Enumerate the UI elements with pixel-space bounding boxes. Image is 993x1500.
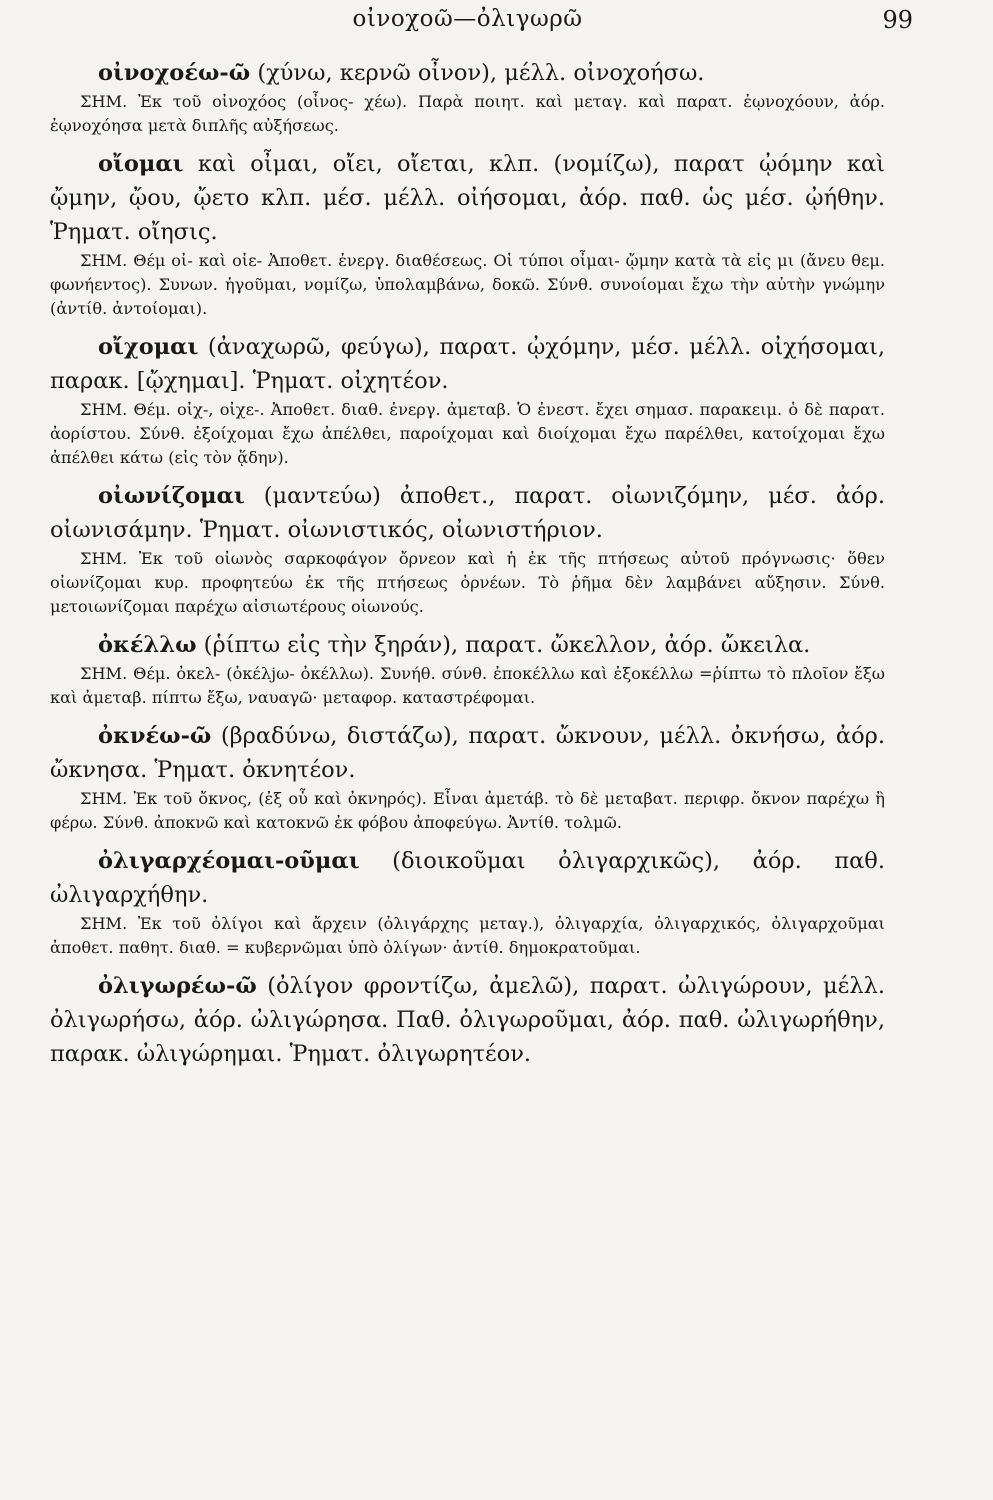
- entry-headline: [50, 844, 885, 912]
- entry-note: ΣΗΜ. Ἐκ τοῦ οἰνοχόος (οἶνος- χέω). Παρὰ ποιητ. καὶ μεταγ. καὶ παρατ. ἐῳνοχόουν, ἀόρ. ἐῳνοχόησα μετὰ διπλῆς αὐξήσεως.: [50, 92, 885, 135]
- dictionary-entry: [50, 969, 885, 1071]
- entry-definition: (ῥίπτω εἰς τὴν ξηράν), παρατ. ὤκελλον, ἀόρ. ὤκειλα.: [196, 632, 811, 658]
- running-head: [50, 6, 913, 40]
- dictionary-entry: [50, 56, 885, 138]
- dictionary-entry: [50, 147, 885, 321]
- entry-headline: [50, 969, 885, 1071]
- dictionary-entry: [50, 844, 885, 960]
- entry-note: ΣΗΜ. Ἐκ τοῦ ὀλίγοι καὶ ἄρχειν (ὀλιγάρχης μεταγ.), ὀλιγαρχία, ὀλιγαρχικός, ὀλιγαρχοῦμαι ἀποθετ. παθητ. διαθ. = κυβερνῶμαι ὑπὸ ὀλίγων· ἀντίθ. δημοκρατοῦμαι.: [50, 914, 885, 957]
- entry-lemma: ὀλιγαρχέομαι-οῦμαι: [98, 848, 360, 874]
- entry-headline: [50, 56, 885, 90]
- entry-definition: (ἀναχωρῶ, φεύγω), παρατ. ᾠχόμην, μέσ. μέλλ. οἰχήσομαι, παρακ. [ᾤχημαι]. Ῥηματ. οἰχητέον.: [50, 334, 885, 394]
- entry-lemma: ὀλιγωρέω-ῶ: [98, 973, 257, 999]
- entry-note: ΣΗΜ. Ἐκ τοῦ ὄκνος, (ἐξ οὗ καὶ ὀκνηρός). Εἶναι ἀμετάβ. τὸ δὲ μεταβατ. περιφρ. ὄκνον παρέχω ἢ φέρω. Σύνθ. ἀποκνῶ καὶ κατοκνῶ ἐκ φόβου ἀποφεύγω. Ἀντίθ. τολμῶ.: [50, 789, 885, 832]
- entry-lemma: ὀκέλλω: [98, 632, 197, 658]
- entry-note: ΣΗΜ. Ἐκ τοῦ οἰωνὸς σαρκοφάγον ὄρνεον καὶ ἡ ἐκ τῆς πτήσεως αὐτοῦ πρόγνωσις· ὅθεν οἰωνίζομαι κυρ. προφητεύω ἐκ τῆς πτήσεως ὀρνέων. Τὸ ῥῆμα δὲν λαμβάνει αὔξησιν. Σύνθ. μετοιωνίζομαι παρέχω αἰσιωτέρους οἰωνούς.: [50, 549, 885, 616]
- dictionary-entry: [50, 719, 885, 835]
- entry-note: ΣΗΜ. Θέμ. ὀκελ- (ὀκέλjω- ὀκέλλω). Συνήθ. σύνθ. ἐποκέλλω καὶ ἐξοκέλλω =ῥίπτω τὸ πλοῖον ἔξω καὶ ἀμεταβ. πίπτω ἔξω, ναυαγῶ· μεταφορ. καταστρέφομαι.: [50, 664, 885, 707]
- entry-definition: (χύνω, κερνῶ οἶνον), μέλλ. οἰνοχοήσω.: [250, 60, 705, 86]
- page-header-title: οἰνοχοῶ—ὀλιγωρῶ: [352, 6, 583, 32]
- entry-headline: [50, 719, 885, 787]
- entry-definition: (βραδύνω, διστάζω), παρατ. ὤκνουν, μέλλ. ὀκνήσω, ἀόρ. ὤκνησα. Ῥηματ. ὀκνητέον.: [50, 723, 885, 783]
- entry-headline: [50, 147, 885, 249]
- dictionary-entry: [50, 479, 885, 619]
- entry-lemma: ὀκνέω-ῶ: [98, 723, 212, 749]
- dictionary-entry: [50, 330, 885, 470]
- entry-headline: [50, 628, 885, 662]
- page-number: 99: [882, 6, 913, 34]
- entry-definition: (διοικοῦμαι ὀλιγαρχικῶς), ἀόρ. παθ. ὠλιγαρχήθην.: [50, 848, 885, 908]
- entry-lemma: οἴομαι: [98, 151, 184, 177]
- entry-definition: (ὀλίγον φροντίζω, ἀμελῶ), παρατ. ὠλιγώρουν, μέλλ. ὀλιγωρήσω, ἀόρ. ὠλιγώρησα. Παθ. ὀλιγωροῦμαι, ἀόρ. παθ. ὠλιγωρήθην, παρακ. ὠλιγώρημαι. Ῥηματ. ὀλιγωρητέον.: [50, 973, 885, 1067]
- entry-definition: καὶ οἶμαι, οἴει, οἴεται, κλπ. (νομίζω), παρατ ᾠόμην καὶ ᾤμην, ᾤου, ᾤετο κλπ. μέσ. μέλλ. οἰήσομαι, ἀόρ. παθ. ὡς μέσ. ᾠήθην. Ῥηματ. οἴησις.: [50, 151, 885, 245]
- entry-lemma: οἴχομαι: [98, 334, 199, 360]
- dictionary-entry: [50, 628, 885, 710]
- entry-note: ΣΗΜ. Θέμ οἰ- καὶ οἰε- Ἀποθετ. ἐνεργ. διαθέσεως. Οἱ τύποι οἶμαι- ᾤμην κατὰ τὰ εἰς μι (ἄνευ θεμ. φωνήεντος). Συνων. ἡγοῦμαι, νομίζω, ὑπολαμβάνω, δοκῶ. Σύνθ. συνοίομαι ἔχω τὴν αὐτὴν γνώμην (ἀντίθ. ἀντοίομαι).: [50, 251, 885, 318]
- entries-list: [50, 56, 885, 1080]
- entry-headline: [50, 330, 885, 398]
- entry-lemma: οἰνοχοέω-ῶ: [98, 60, 251, 86]
- entry-note: ΣΗΜ. Θέμ. οἰχ-, οἰχε-. Ἀποθετ. διαθ. ἐνεργ. ἀμεταβ. Ὁ ἐνεστ. ἔχει σημασ. παρακειμ. ὁ δὲ παρατ. ἀορίστου. Σύνθ. ἐξοίχομαι ἔχω ἀπέλθει, παροίχομαι καὶ διοίχομαι ἔχω παρέλθει, κατοίχομαι ἔχω ἀπέλθει κάτω (εἰς τὸν ᾅδην).: [50, 400, 885, 467]
- entry-headline: [50, 479, 885, 547]
- entry-lemma: οἰωνίζομαι: [98, 483, 245, 509]
- entry-definition: (μαντεύω) ἀποθετ., παρατ. οἰωνιζόμην, μέσ. ἀόρ. οἰωνισάμην. Ῥηματ. οἰωνιστικός, οἰωνιστήριον.: [50, 483, 885, 543]
